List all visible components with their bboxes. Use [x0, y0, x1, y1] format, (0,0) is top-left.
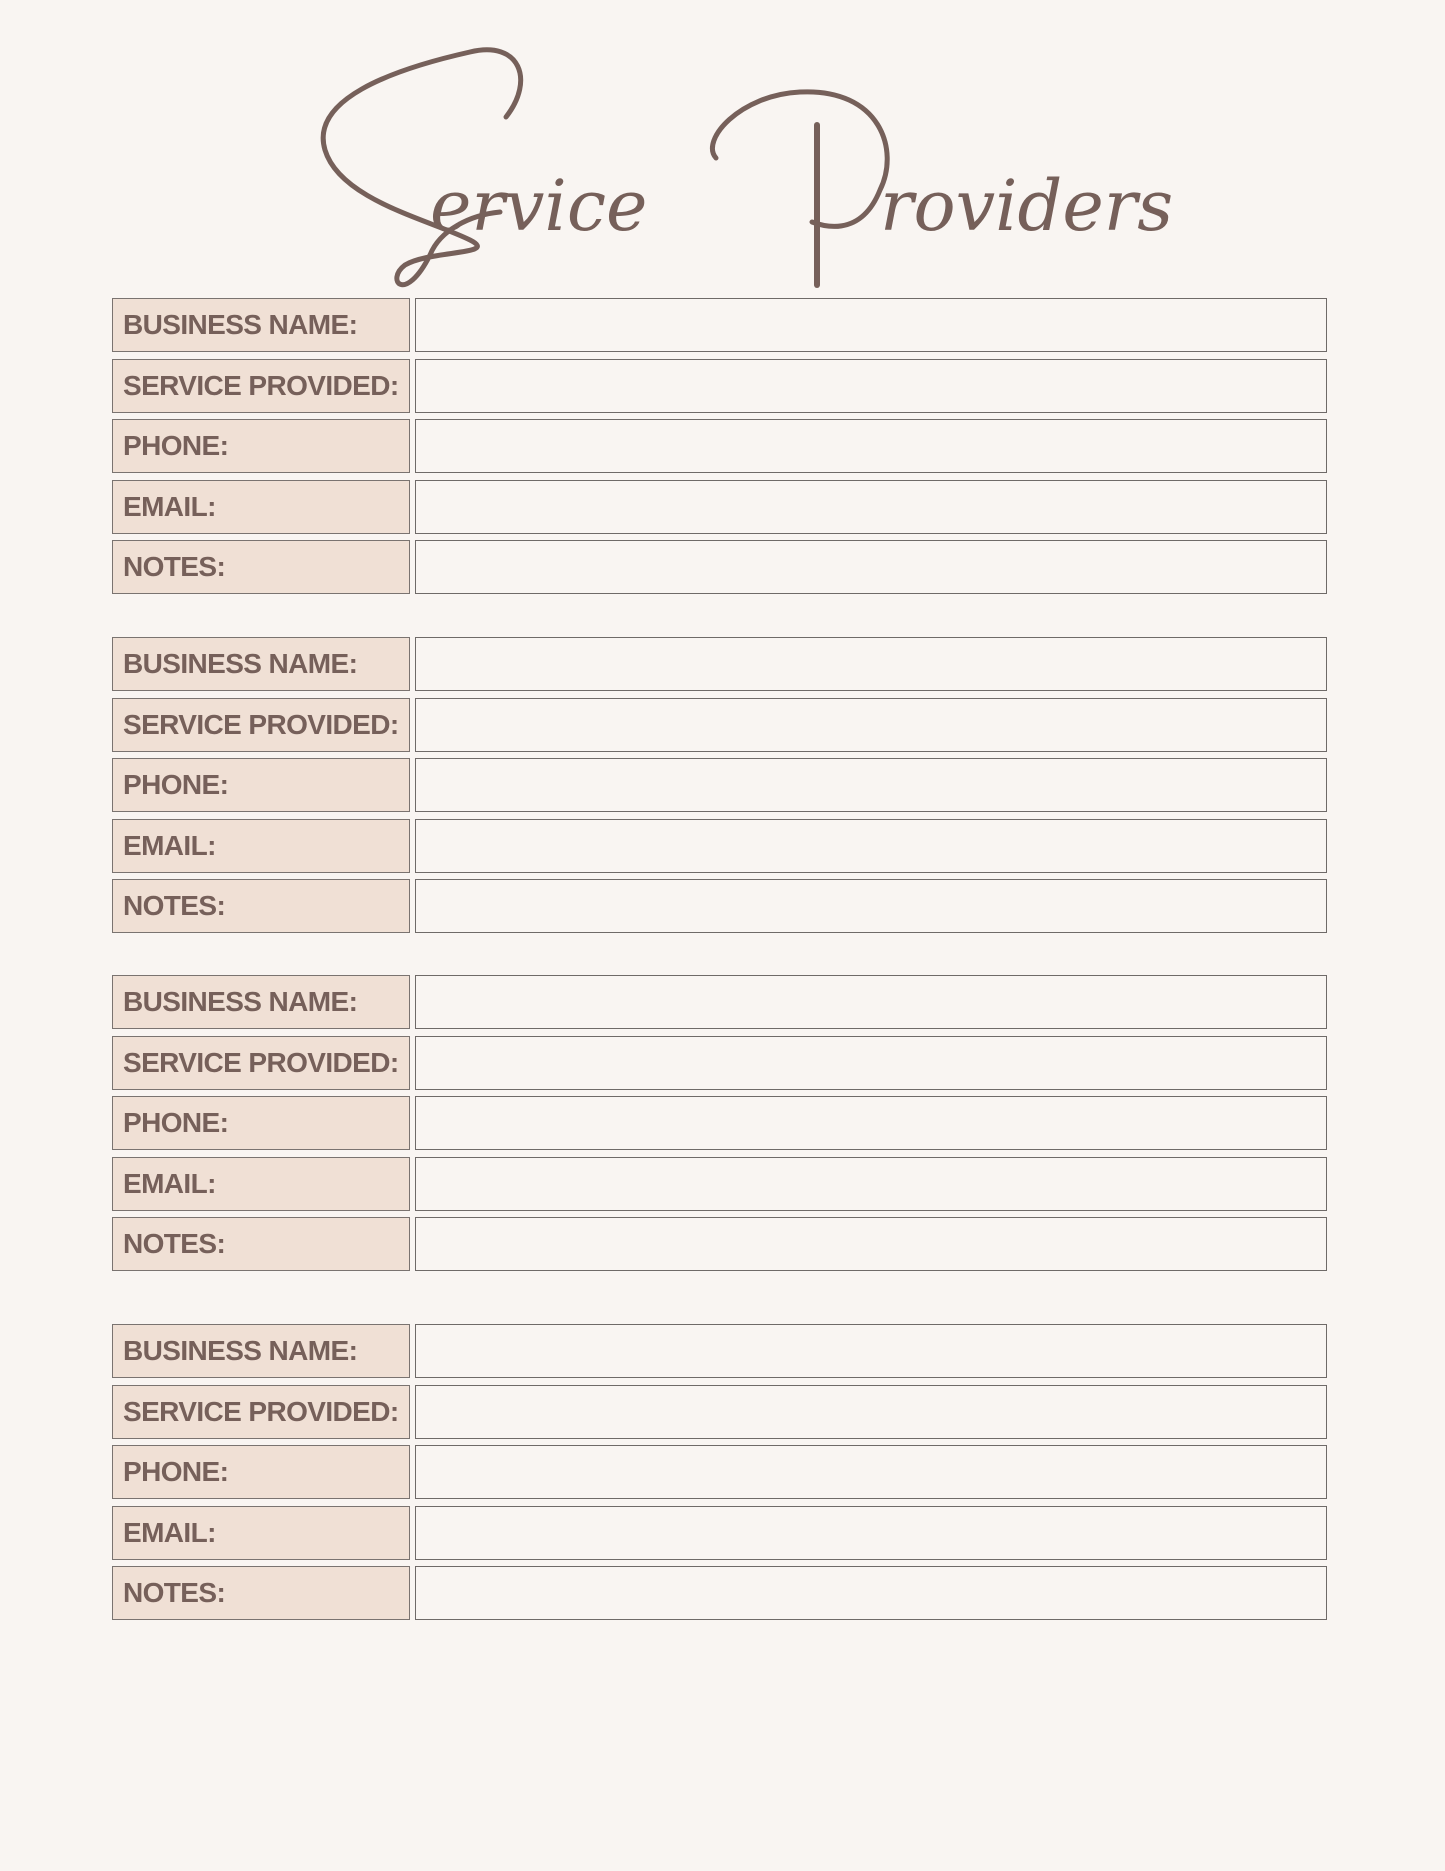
email-field[interactable]	[415, 819, 1327, 873]
business-name-field[interactable]	[415, 298, 1327, 352]
title-script-p-bowl	[712, 92, 887, 227]
phone-row	[112, 1096, 1328, 1150]
service-provided-label: SERVICE PROVIDED:	[123, 1395, 399, 1427]
provider-block-4	[112, 1324, 1328, 1627]
field-label-box	[112, 1036, 410, 1090]
field-label-box	[112, 1385, 410, 1439]
field-label-box	[112, 879, 410, 933]
phone-row	[112, 758, 1328, 812]
email-row	[112, 480, 1328, 534]
notes-row	[112, 1566, 1328, 1620]
business-name-row	[112, 298, 1328, 352]
email-label: EMAIL:	[123, 829, 216, 861]
page-title	[0, 0, 1445, 300]
field-label-box	[112, 540, 410, 594]
phone-field[interactable]	[415, 758, 1327, 812]
service-provided-field[interactable]	[415, 1385, 1327, 1439]
notes-label: NOTES:	[123, 1228, 226, 1259]
notes-row	[112, 540, 1328, 594]
business-name-row	[112, 1324, 1328, 1378]
business-name-row	[112, 637, 1328, 691]
phone-row	[112, 419, 1328, 473]
service-provided-row	[112, 1385, 1328, 1439]
email-field[interactable]	[415, 480, 1327, 534]
phone-field[interactable]	[415, 1096, 1327, 1150]
field-label-box	[112, 1566, 410, 1620]
field-label-box	[112, 975, 410, 1029]
phone-label: PHONE:	[123, 1456, 229, 1487]
field-label-box	[112, 819, 410, 873]
service-provided-label: SERVICE PROVIDED:	[123, 708, 399, 740]
email-field[interactable]	[415, 1506, 1327, 1560]
business-name-field[interactable]	[415, 637, 1327, 691]
notes-field[interactable]	[415, 1566, 1327, 1620]
email-label: EMAIL:	[123, 490, 216, 522]
notes-field[interactable]	[415, 540, 1327, 594]
field-label-box	[112, 298, 410, 352]
field-label-box	[112, 1324, 410, 1378]
email-label: EMAIL:	[123, 1516, 216, 1548]
service-provided-label: SERVICE PROVIDED:	[123, 1046, 399, 1078]
email-row	[112, 1157, 1328, 1211]
provider-block-3	[112, 975, 1328, 1278]
field-label-box	[112, 419, 410, 473]
service-provided-field[interactable]	[415, 698, 1327, 752]
phone-field[interactable]	[415, 419, 1327, 473]
field-label-box	[112, 1157, 410, 1211]
provider-block-2	[112, 637, 1328, 940]
notes-label: NOTES:	[123, 890, 226, 921]
business-name-label: BUSINESS NAME:	[123, 1335, 358, 1366]
phone-label: PHONE:	[123, 769, 229, 800]
business-name-label: BUSINESS NAME:	[123, 648, 358, 679]
phone-field[interactable]	[415, 1445, 1327, 1499]
business-name-row	[112, 975, 1328, 1029]
email-label: EMAIL:	[123, 1167, 216, 1199]
business-name-field[interactable]	[415, 975, 1327, 1029]
field-label-box	[112, 758, 410, 812]
notes-field[interactable]	[415, 879, 1327, 933]
phone-label: PHONE:	[123, 1107, 229, 1138]
service-provided-field[interactable]	[415, 1036, 1327, 1090]
field-label-box	[112, 698, 410, 752]
phone-label: PHONE:	[123, 430, 229, 461]
field-label-box	[112, 1096, 410, 1150]
email-field[interactable]	[415, 1157, 1327, 1211]
business-name-field[interactable]	[415, 1324, 1327, 1378]
notes-row	[112, 1217, 1328, 1271]
field-label-box	[112, 480, 410, 534]
title-text-providers: roviders	[880, 165, 1174, 247]
service-provided-row	[112, 359, 1328, 413]
email-row	[112, 1506, 1328, 1560]
field-label-box	[112, 1445, 410, 1499]
notes-label: NOTES:	[123, 551, 226, 582]
business-name-label: BUSINESS NAME:	[123, 309, 358, 340]
business-name-label: BUSINESS NAME:	[123, 986, 358, 1017]
title-text-service: ervice	[430, 165, 648, 247]
field-label-box	[112, 1217, 410, 1271]
notes-field[interactable]	[415, 1217, 1327, 1271]
field-label-box	[112, 637, 410, 691]
provider-block-1	[112, 298, 1328, 601]
field-label-box	[112, 359, 410, 413]
phone-row	[112, 1445, 1328, 1499]
service-provided-field[interactable]	[415, 359, 1327, 413]
service-provided-label: SERVICE PROVIDED:	[123, 369, 399, 401]
field-label-box	[112, 1506, 410, 1560]
service-provided-row	[112, 698, 1328, 752]
notes-label: NOTES:	[123, 1577, 226, 1608]
notes-row	[112, 879, 1328, 933]
service-provided-row	[112, 1036, 1328, 1090]
email-row	[112, 819, 1328, 873]
